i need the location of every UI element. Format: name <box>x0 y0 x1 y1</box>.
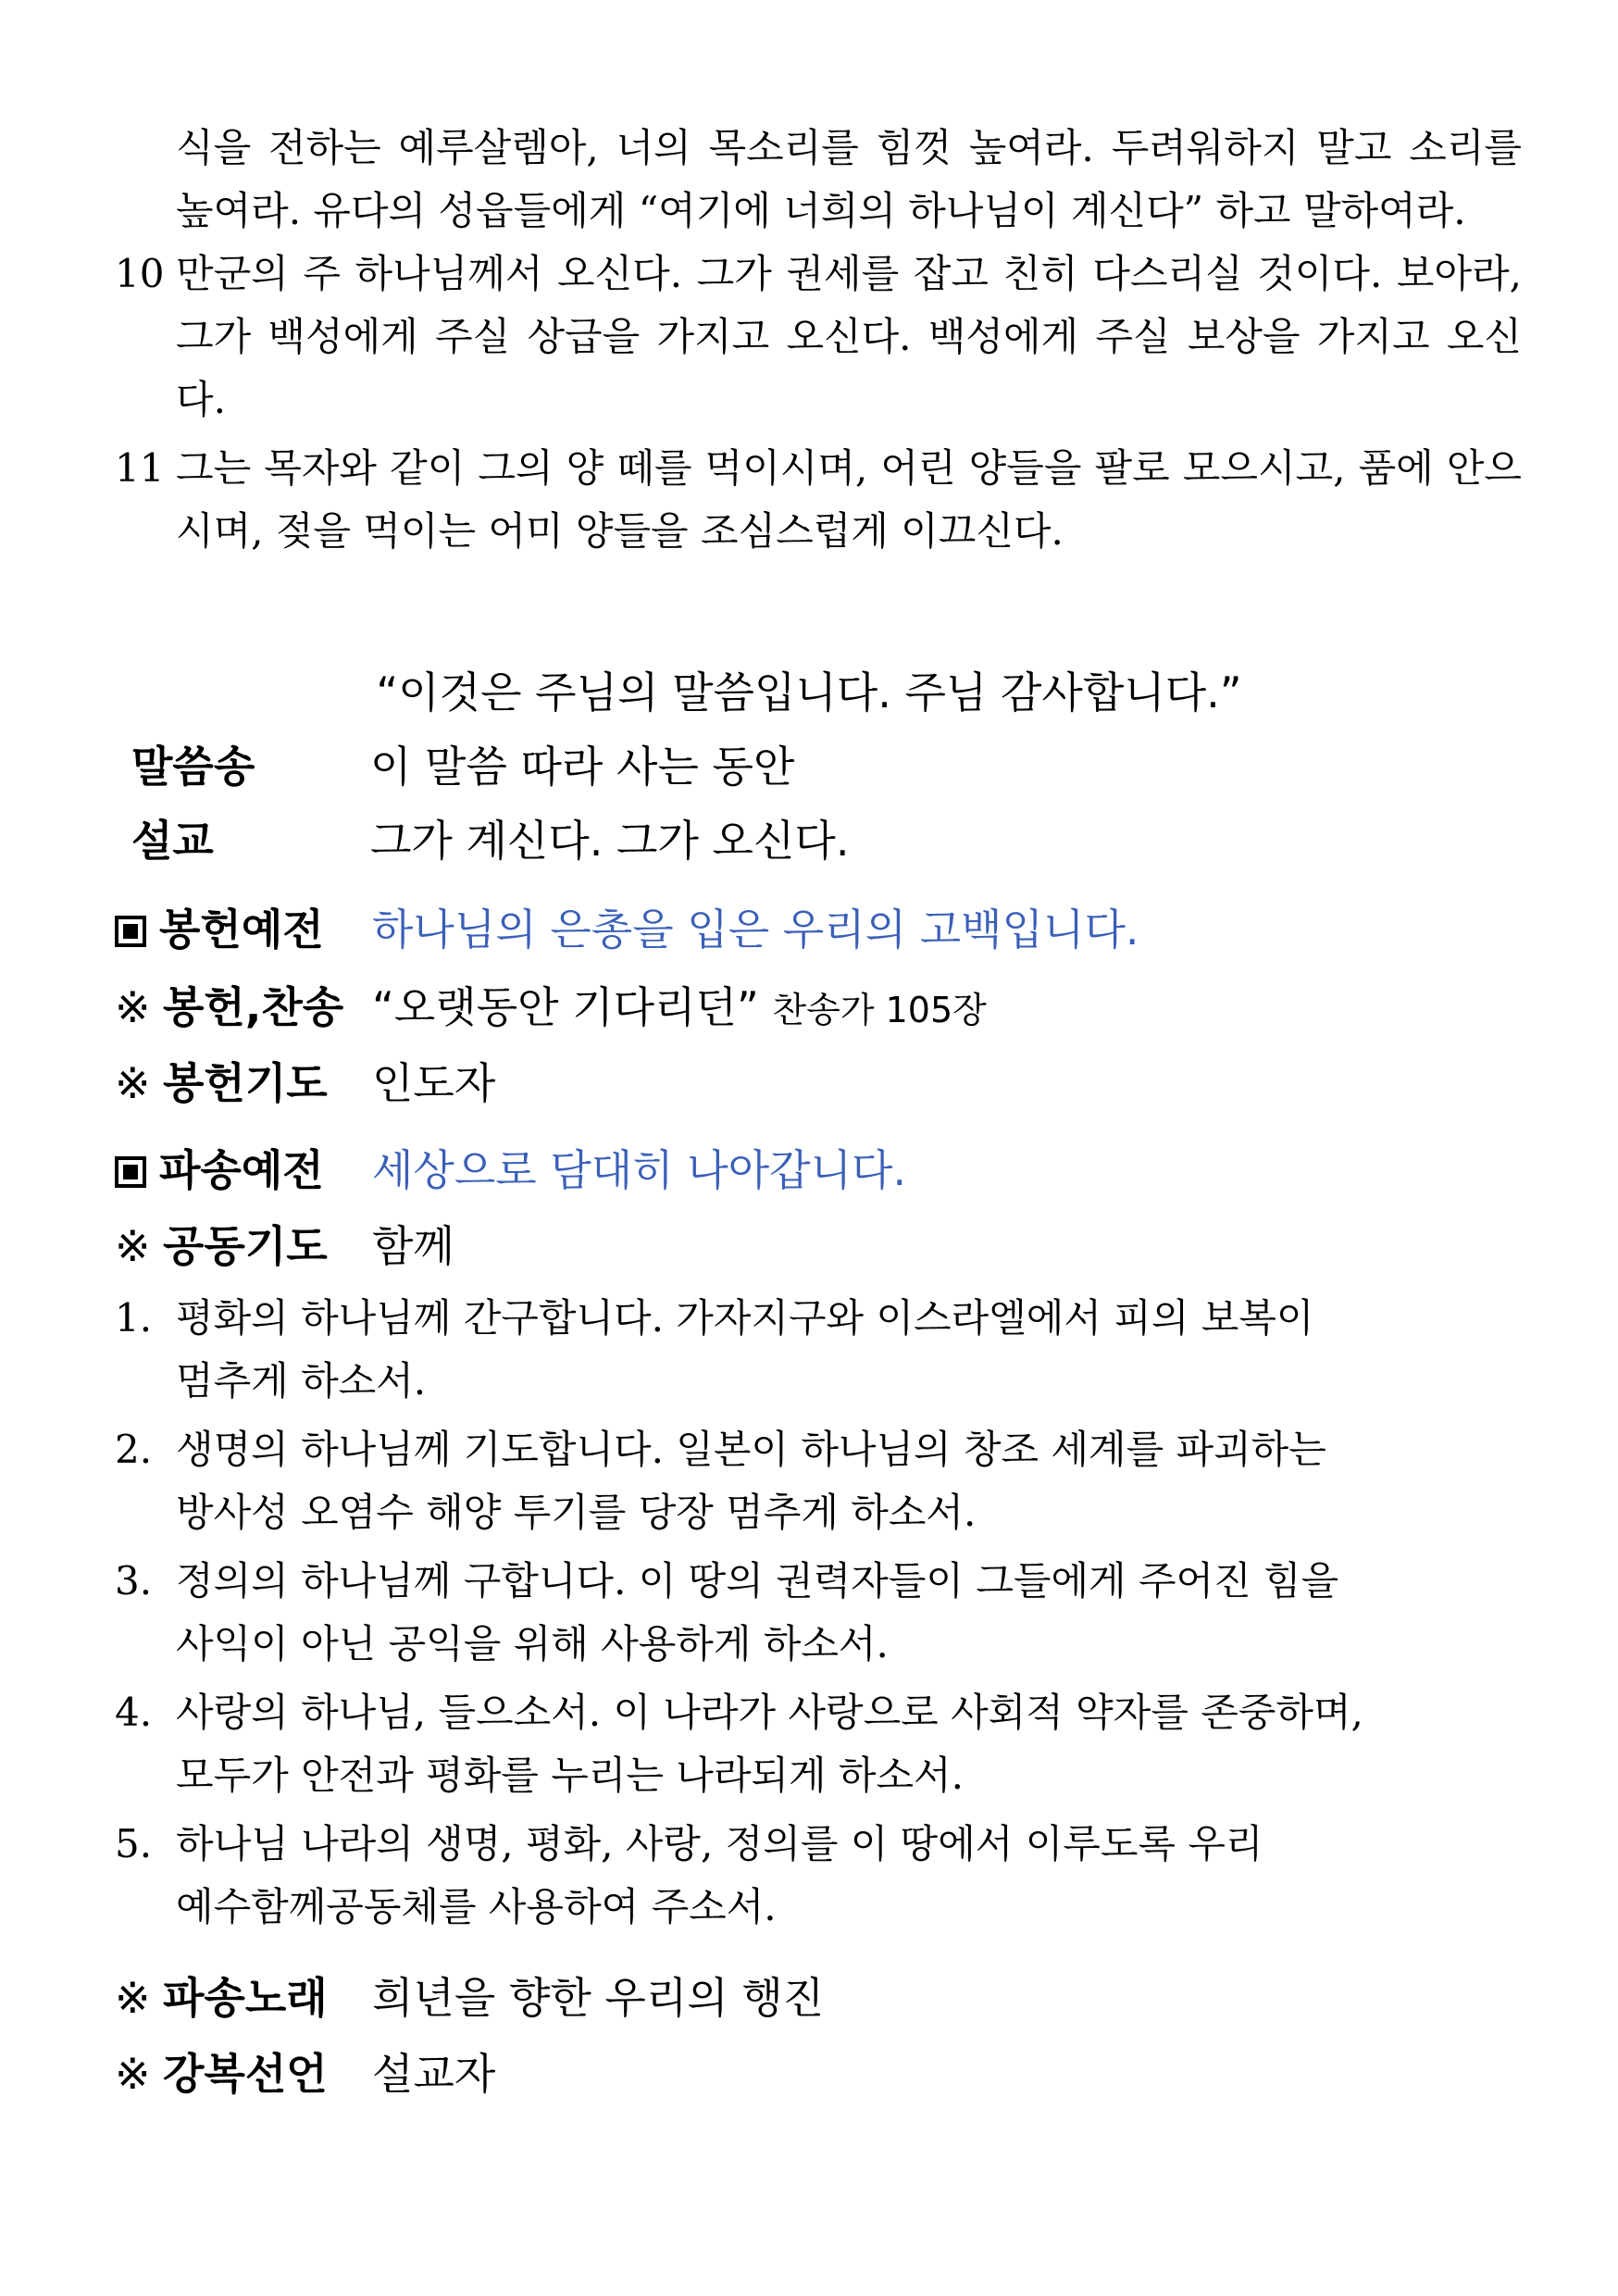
offering-section-header <box>115 896 1139 957</box>
sermon-row <box>131 807 850 868</box>
sending-song-value: 희년을 향한 우리의 행진 <box>372 1973 825 2023</box>
common-prayer-row <box>115 1213 454 1274</box>
prayer-number: 4. <box>115 1690 153 1735</box>
prayer-number: 1. <box>115 1295 153 1341</box>
benediction-value: 설교자 <box>372 2049 496 2099</box>
verse-number: 11 <box>115 445 165 491</box>
prayer-line: 방사성 오염수 해양 투기를 당장 멈추게 하소서. <box>176 1490 977 1535</box>
verse-number: 10 <box>115 251 165 296</box>
prayer-line: 생명의 하나님께 기도합니다. 일본이 하나님의 창조 세계를 파괴하는 <box>176 1427 1326 1472</box>
reference-mark-icon: ※ <box>115 982 151 1032</box>
prayer-item <box>115 1287 1531 1413</box>
offering-prayer-label: 봉헌기도 <box>163 1058 328 1108</box>
verse-10 <box>115 243 1522 431</box>
verse-text: 만군의 주 하나님께서 오신다. 그가 권세를 잡고 친히 다스리실 것이다. 보아라, 그가 백성에게 주실 상급을 가지고 오신다. 백성에게 주실 보상을 가지고 오신다. <box>176 251 1522 422</box>
common-prayer-value: 함께 <box>372 1221 454 1271</box>
verse-text: 그는 목자와 같이 그의 양 떼를 먹이시며, 어린 양들을 팔로 모으시고, 품에 안으시며, 젖을 먹이는 어미 양들을 조심스럽게 이끄신다. <box>176 445 1522 554</box>
prayer-line: 사랑의 하나님, 들으소서. 이 나라가 사랑으로 사회적 약자를 존중하며, <box>176 1690 1363 1735</box>
word-song-value: 이 말씀 따라 사는 동안 <box>370 742 795 792</box>
offering-hymn-title: “오랫동안 기다리던” <box>372 982 759 1032</box>
reference-mark-icon: ※ <box>115 1973 151 2023</box>
prayer-item <box>115 1550 1531 1676</box>
reference-mark-icon: ※ <box>115 1058 151 1108</box>
prayer-line: 평화의 하나님께 간구합니다. 가자지구와 이스라엘에서 피의 보복이 <box>176 1295 1314 1341</box>
reference-mark-icon: ※ <box>115 1221 151 1271</box>
prayer-line: 예수함께공동체를 사용하여 주소서. <box>176 1884 777 1929</box>
section-marker-icon <box>115 916 146 947</box>
verse-11 <box>115 437 1522 563</box>
prayer-item <box>115 1813 1531 1939</box>
prayer-number: 5. <box>115 1821 153 1866</box>
sermon-label: 설교 <box>131 816 214 866</box>
sending-song-label: 파송노래 <box>163 1973 328 2023</box>
scripture-reading <box>115 117 1522 563</box>
offering-hymn-number: 찬송가 105장 <box>772 990 987 1030</box>
sermon-value: 그가 계신다. 그가 오신다. <box>370 816 850 866</box>
sending-section-subtitle: 세상으로 담대히 나아갑니다. <box>372 1145 907 1195</box>
scripture-closing: “이것은 주님의 말씀입니다. 주님 감사합니다.” <box>376 668 1242 718</box>
prayer-number: 2. <box>115 1427 153 1472</box>
sending-song-row <box>115 1965 825 2026</box>
prayer-list <box>115 1287 1531 1944</box>
prayer-number: 3. <box>115 1558 153 1603</box>
prayer-item <box>115 1681 1531 1807</box>
prayer-line: 사익이 아닌 공익을 위해 사용하게 하소서. <box>176 1621 889 1666</box>
word-song-label: 말씀송 <box>131 742 255 792</box>
offering-hymn-label: 봉헌,찬송 <box>163 982 344 1032</box>
offering-hymn-row <box>115 974 987 1035</box>
section-marker-icon <box>115 1156 146 1188</box>
reference-mark-icon: ※ <box>115 2049 151 2099</box>
offering-section-subtitle: 하나님의 은총을 입은 우리의 고백입니다. <box>372 905 1139 955</box>
benediction-label: 강복선언 <box>163 2049 328 2099</box>
prayer-line: 모두가 안전과 평화를 누리는 나라되게 하소서. <box>176 1753 964 1798</box>
prayer-item <box>115 1418 1531 1544</box>
scripture-continuation: 식을 전하는 예루살렘아, 너의 목소리를 힘껏 높여라. 두려워하지 말고 소리를 높여라. 유다의 성읍들에게 “여기에 너희의 하나님이 계신다” 하고 말하여라. <box>176 125 1522 233</box>
sending-section-header <box>115 1137 907 1198</box>
word-song-row <box>131 733 795 794</box>
prayer-line: 하나님 나라의 생명, 평화, 사랑, 정의를 이 땅에서 이루도록 우리 <box>176 1821 1263 1866</box>
sending-section-label: 파송예전 <box>159 1145 324 1195</box>
offering-prayer-value: 인도자 <box>372 1058 496 1108</box>
prayer-line: 정의의 하나님께 구합니다. 이 땅의 권력자들이 그들에게 주어진 힘을 <box>176 1558 1339 1603</box>
benediction-row <box>115 2040 496 2102</box>
offering-section-label: 봉헌예전 <box>159 905 324 955</box>
offering-prayer-row <box>115 1050 496 1111</box>
common-prayer-label: 공동기도 <box>163 1221 328 1271</box>
prayer-line: 멈추게 하소서. <box>176 1358 427 1404</box>
